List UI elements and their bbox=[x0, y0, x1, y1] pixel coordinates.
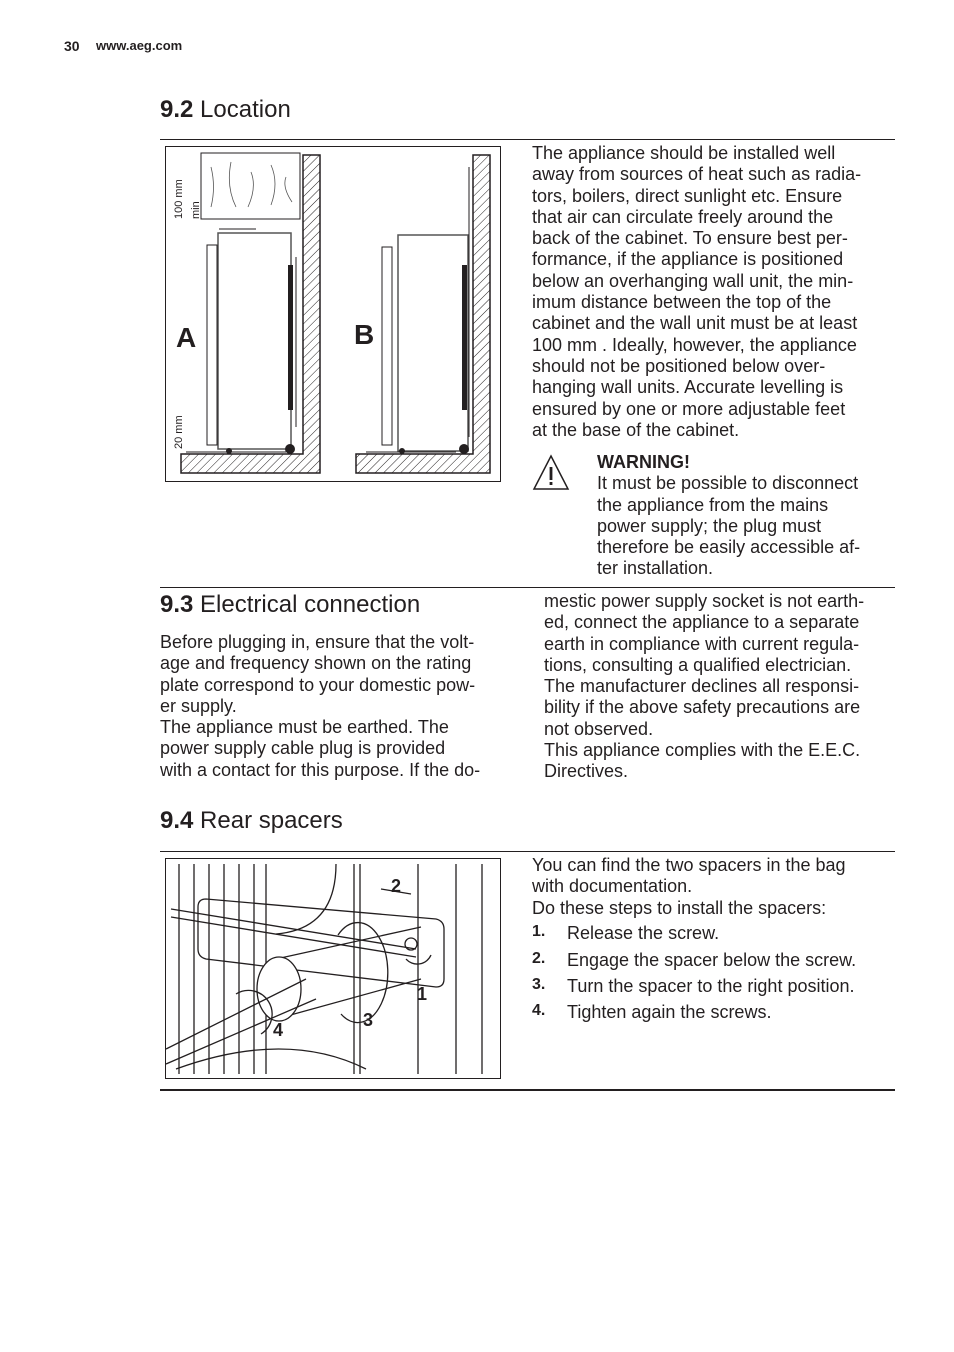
text-line: Before plugging in, ensure that the volt- bbox=[160, 632, 475, 652]
section-heading-location bbox=[160, 96, 291, 124]
text-line: formance, if the appliance is positioned bbox=[532, 249, 844, 270]
text-line: therefore be easily accessible af- bbox=[597, 537, 861, 558]
warning-icon bbox=[532, 454, 570, 492]
spacers-figure bbox=[165, 858, 501, 1079]
step-marker-2: 2 bbox=[391, 876, 402, 896]
fridge-placement-illustration bbox=[166, 147, 500, 481]
text-line: The manufacturer declines all responsi- bbox=[544, 676, 860, 697]
step-number: 4. bbox=[532, 1002, 546, 1019]
section-title: Rear spacers bbox=[200, 807, 343, 834]
divider bbox=[160, 587, 895, 588]
text-line: should not be positioned below over- bbox=[532, 355, 826, 376]
step-marker-4: 4 bbox=[273, 1020, 284, 1040]
spacer-installation-illustration bbox=[166, 859, 500, 1078]
section-heading-electrical bbox=[160, 591, 420, 619]
text-line: imum distance between the top of the bbox=[532, 292, 832, 313]
text-line: Directives. bbox=[544, 761, 629, 782]
text-line: bility if the above safety precautions are bbox=[544, 697, 861, 718]
divider bbox=[160, 139, 895, 140]
text-line: the appliance from the mains bbox=[597, 494, 829, 515]
figure-label-a: A bbox=[176, 322, 197, 353]
website-url[interactable]: www.aeg.com bbox=[96, 38, 183, 53]
text-line: The appliance should be installed well bbox=[532, 143, 836, 163]
text-line: You can find the two spacers in the bag bbox=[532, 855, 846, 875]
text-line: hanging wall units. Accurate levelling is bbox=[532, 377, 844, 398]
text-line: This appliance complies with the E.E.C. bbox=[544, 740, 861, 761]
text-line: plate correspond to your domestic pow- bbox=[160, 674, 476, 695]
location-figure bbox=[165, 146, 501, 482]
text-line: age and frequency shown on the rating bbox=[160, 653, 472, 674]
text-line: ter installation. bbox=[597, 558, 714, 579]
step-number: 1. bbox=[532, 923, 546, 940]
text-line: back of the cabinet. To ensure best per- bbox=[532, 228, 848, 249]
text-line: with documentation. bbox=[532, 876, 693, 897]
step-number: 3. bbox=[532, 976, 546, 993]
text-line: earth in compliance with current regula- bbox=[544, 633, 860, 654]
spacers-intro bbox=[532, 855, 846, 919]
section-number: 9.3 bbox=[160, 591, 194, 618]
page-number: 30 bbox=[64, 38, 80, 54]
step-number: 2. bbox=[532, 950, 546, 967]
text-line: ensured by one or more adjustable feet bbox=[532, 398, 846, 419]
step-text: Turn the spacer to the right position. bbox=[567, 976, 855, 996]
text-line: It must be possible to disconnect bbox=[597, 473, 859, 494]
divider bbox=[160, 1089, 895, 1091]
step-text: Engage the spacer below the screw. bbox=[567, 950, 857, 970]
text-line: below an overhanging wall unit, the min- bbox=[532, 270, 854, 291]
top-gap-min-label: min bbox=[190, 201, 202, 219]
section-number: 9.4 bbox=[160, 807, 194, 834]
text-line: Do these steps to install the spacers: bbox=[532, 897, 827, 918]
warning-title: WARNING! bbox=[597, 452, 690, 472]
text-line: power supply cable plug is provided bbox=[160, 738, 446, 759]
step-text: Release the screw. bbox=[567, 923, 720, 943]
warning-text bbox=[597, 473, 861, 579]
figure-label-b: B bbox=[354, 319, 375, 350]
warning-block bbox=[597, 452, 861, 579]
text-line: not observed. bbox=[544, 718, 654, 739]
bottom-gap-label: 20 mm bbox=[173, 415, 185, 449]
text-line: 100 mm . Ideally, however, the appliance bbox=[532, 334, 857, 355]
text-line: ed, connect the appliance to a separate bbox=[544, 612, 860, 633]
step-marker-3: 3 bbox=[363, 1010, 374, 1030]
text-line: mestic power supply socket is not earth- bbox=[544, 591, 865, 611]
section-heading-spacers bbox=[160, 807, 343, 835]
section-title: Electrical connection bbox=[200, 591, 421, 618]
step-marker-1: 1 bbox=[417, 984, 428, 1004]
electrical-text-left bbox=[160, 632, 480, 781]
electrical-text-right bbox=[544, 591, 864, 783]
text-line: er supply. bbox=[160, 695, 237, 716]
text-line: tors, boilers, direct sunlight etc. Ensure bbox=[532, 185, 843, 206]
section-number: 9.2 bbox=[160, 96, 194, 123]
divider bbox=[160, 851, 895, 852]
text-line: The appliance must be earthed. The bbox=[160, 717, 449, 738]
text-line: with a contact for this purpose. If the do- bbox=[160, 759, 481, 780]
text-line: tions, consulting a qualified electrician. bbox=[544, 654, 852, 675]
text-line: cabinet and the wall unit must be at least bbox=[532, 313, 858, 334]
step-text: Tighten again the screws. bbox=[567, 1002, 772, 1022]
text-line: away from sources of heat such as radia- bbox=[532, 164, 862, 185]
section-title: Location bbox=[200, 96, 291, 123]
location-text bbox=[532, 143, 861, 441]
text-line: power supply; the plug must bbox=[597, 515, 822, 536]
text-line: that air can circulate freely around the bbox=[532, 206, 834, 227]
text-line: at the base of the cabinet. bbox=[532, 419, 740, 440]
top-gap-label: 100 mm bbox=[173, 179, 185, 219]
